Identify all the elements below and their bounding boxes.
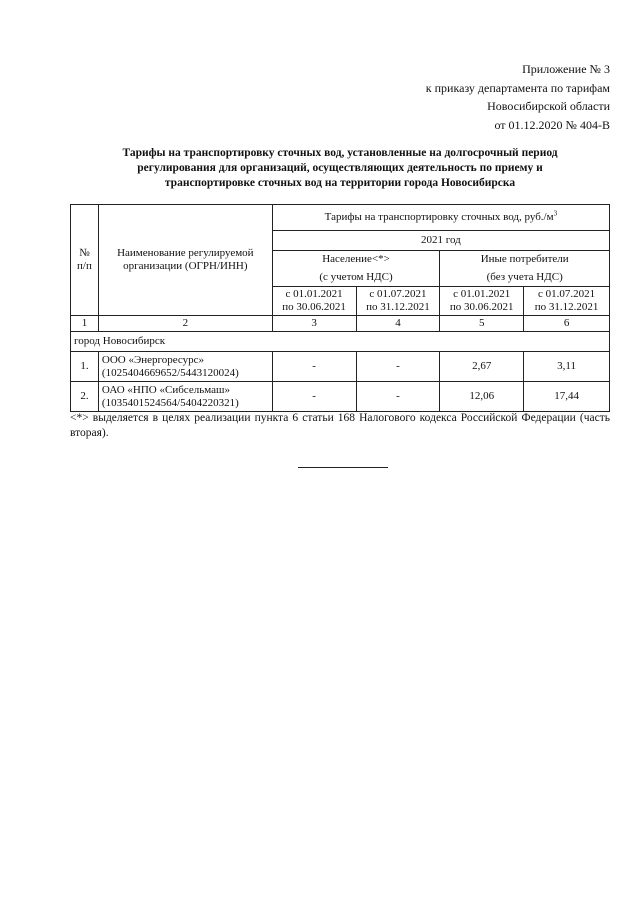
header-line-3: Новосибирской области bbox=[487, 99, 610, 113]
tariff-table bbox=[70, 204, 610, 412]
other-consumers-label: Иные потребители bbox=[480, 253, 569, 265]
col-header-population bbox=[272, 251, 440, 287]
period-header bbox=[440, 287, 524, 316]
tariffs-header-text: Тарифы на транспортировку сточных вод, руб./м bbox=[324, 211, 554, 223]
period-from: с 01.01.2021 bbox=[453, 288, 511, 300]
organization-cell bbox=[98, 352, 272, 382]
footnote: <*> выделяется в целях реализации пункта 6 статьи 168 Налогового кодекса Российской Федерации (часть вторая). bbox=[70, 412, 610, 439]
tariffs-header-sup: 3 bbox=[553, 209, 558, 218]
period-to: по 31.12.2021 bbox=[366, 301, 430, 313]
document-title bbox=[70, 146, 610, 191]
header-line-4: от 01.12.2020 № 404-В bbox=[494, 117, 610, 132]
tariff-value: 2,67 bbox=[440, 352, 524, 382]
header-line-2: к приказу департамента по тарифам bbox=[425, 80, 610, 95]
organization-ids: (1025404669652/5443120024) bbox=[101, 366, 239, 379]
column-number: 5 bbox=[440, 316, 524, 332]
organization-name: ОАО «НПО «Сибсельмаш» bbox=[101, 383, 230, 396]
column-number: 3 bbox=[272, 316, 356, 332]
title-line-3: транспортировке сточных вод на территории города Новосибирска bbox=[164, 177, 516, 189]
period-header bbox=[524, 287, 610, 316]
table-row bbox=[71, 352, 610, 382]
col-header-number: № п/п bbox=[71, 205, 99, 316]
end-separator-line bbox=[298, 467, 388, 468]
tariff-value: - bbox=[272, 352, 356, 382]
tariff-value: - bbox=[356, 352, 440, 382]
title-line-1: Тарифы на транспортировку сточных вод, установленные на долгосрочный период bbox=[122, 147, 558, 159]
population-label: Население<*> bbox=[322, 253, 390, 265]
period-to: по 30.06.2021 bbox=[282, 301, 346, 313]
period-from: с 01.07.2021 bbox=[369, 288, 427, 300]
tariff-value: 3,11 bbox=[524, 352, 610, 382]
col-header-year: 2021 год bbox=[272, 231, 609, 251]
column-number: 4 bbox=[356, 316, 440, 332]
population-vat-note: (с учетом НДС) bbox=[319, 271, 393, 283]
title-line-2: регулирования для организаций, осуществляющих деятельность по приему и bbox=[137, 162, 543, 174]
column-number: 2 bbox=[98, 316, 272, 332]
tariff-value: - bbox=[272, 382, 356, 412]
document-header bbox=[426, 60, 610, 134]
table-row bbox=[71, 382, 610, 412]
period-from: с 01.01.2021 bbox=[285, 288, 343, 300]
period-to: по 31.12.2021 bbox=[534, 301, 599, 313]
tariff-value: - bbox=[356, 382, 440, 412]
col-header-other-consumers bbox=[440, 251, 610, 287]
period-header bbox=[272, 287, 356, 316]
period-header bbox=[356, 287, 440, 316]
organization-name: ООО «Энергоресурс» bbox=[101, 353, 205, 366]
row-number: 1. bbox=[71, 352, 99, 382]
column-number-row bbox=[71, 316, 610, 332]
organization-cell bbox=[98, 382, 272, 412]
other-consumers-vat-note: (без учета НДС) bbox=[486, 271, 563, 283]
header-line-1: Приложение № 3 bbox=[522, 62, 610, 76]
col-header-tariffs bbox=[272, 205, 609, 231]
city-section-row: город Новосибирск bbox=[71, 332, 610, 352]
period-from: с 01.07.2021 bbox=[538, 288, 596, 300]
column-number: 1 bbox=[71, 316, 99, 332]
period-to: по 30.06.2021 bbox=[449, 301, 514, 313]
row-number: 2. bbox=[71, 382, 99, 412]
tariff-value: 17,44 bbox=[524, 382, 610, 412]
tariff-value: 12,06 bbox=[440, 382, 524, 412]
column-number: 6 bbox=[524, 316, 610, 332]
col-header-organization: Наименование регулируемой организации (ОГРН/ИНН) bbox=[98, 205, 272, 316]
organization-ids: (1035401524564/5404220321) bbox=[101, 396, 239, 409]
